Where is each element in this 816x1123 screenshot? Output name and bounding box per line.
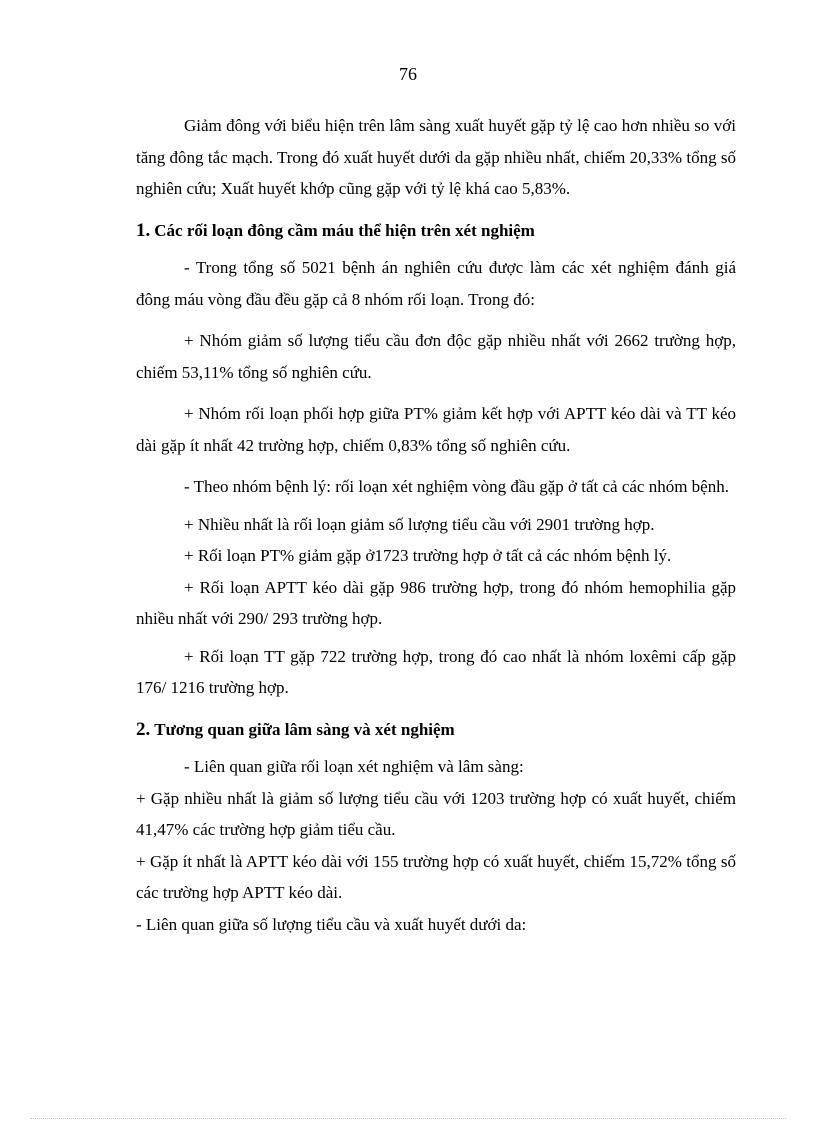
footer-divider — [30, 1118, 786, 1119]
paragraph: - Trong tổng số 5021 bệnh án nghiên cứu được làm các xét nghiệm đánh giá đông máu vòng đầu đều gặp cả 8 nhóm rối loạn. Trong đó: — [136, 258, 736, 309]
page-number: 76 — [399, 64, 417, 84]
section-2-title: Tương quan giữa lâm sàng và xét nghiệm — [154, 719, 455, 739]
document-body — [136, 110, 736, 940]
paragraph: + Nhóm rối loạn phối hợp giữa PT% giảm kết hợp với APTT kéo dài và TT kéo dài gặp ít nhất 42 trường hợp, chiếm 0,83% tổng số nghiên cứu. — [136, 404, 736, 455]
section-1-heading — [136, 215, 736, 247]
paragraph: + Gặp ít nhất là APTT kéo dài với 155 trường hợp có xuất huyết, chiếm 15,72% tổng số các trường hợp APTT kéo dài. — [136, 851, 736, 902]
section-2-heading — [136, 714, 736, 746]
paragraph: + Gặp nhiều nhất là giảm số lượng tiểu cầu với 1203 trường hợp có xuất huyết, chiếm 41,47% các trường hợp giảm tiểu cầu. — [136, 788, 736, 839]
paragraph: + Rối loạn TT gặp 722 trường hợp, trong đó cao nhất là nhóm loxêmi cấp gặp 176/ 1216 trường hợp. — [136, 646, 736, 697]
intro-paragraph: Giảm đông với biểu hiện trên lâm sàng xuất huyết gặp tỷ lệ cao hơn nhiều so với tăng đông tắc mạch. Trong đó xuất huyết dưới da gặp nhiều nhất, chiếm 20,33% tổng số nghiên cứu; Xuất huyết khớp cũng gặp với tỷ lệ khá cao 5,83%. — [136, 116, 736, 198]
paragraph: + Rối loạn PT% giảm gặp ở1723 trường hợp ở tất cả các nhóm bệnh lý. — [184, 546, 672, 565]
paragraph: - Theo nhóm bệnh lý: rối loạn xét nghiệm vòng đầu gặp ở tất cả các nhóm bệnh. — [184, 477, 729, 496]
paragraph: + Rối loạn APTT kéo dài gặp 986 trường hợp, trong đó nhóm hemophilia gặp nhiều nhất với 290/ 293 trường hợp. — [136, 577, 736, 628]
paragraph: + Nhiều nhất là rối loạn giảm số lượng tiểu cầu với 2901 trường hợp. — [184, 514, 655, 534]
paragraph: - Liên quan giữa số lượng tiểu cầu và xuất huyết dưới da: — [136, 914, 527, 934]
section-1-title: Các rối loạn đông cầm máu thể hiện trên xét nghiệm — [154, 220, 535, 240]
section-1-number: 1. — [136, 219, 151, 241]
section-2-number: 2. — [136, 718, 151, 740]
paragraph: - Liên quan giữa rối loạn xét nghiệm và lâm sàng: — [184, 757, 524, 776]
paragraph: + Nhóm giảm số lượng tiểu cầu đơn độc gặp nhiều nhất với 2662 trường hợp, chiếm 53,11% tổng số nghiên cứu. — [136, 331, 736, 382]
